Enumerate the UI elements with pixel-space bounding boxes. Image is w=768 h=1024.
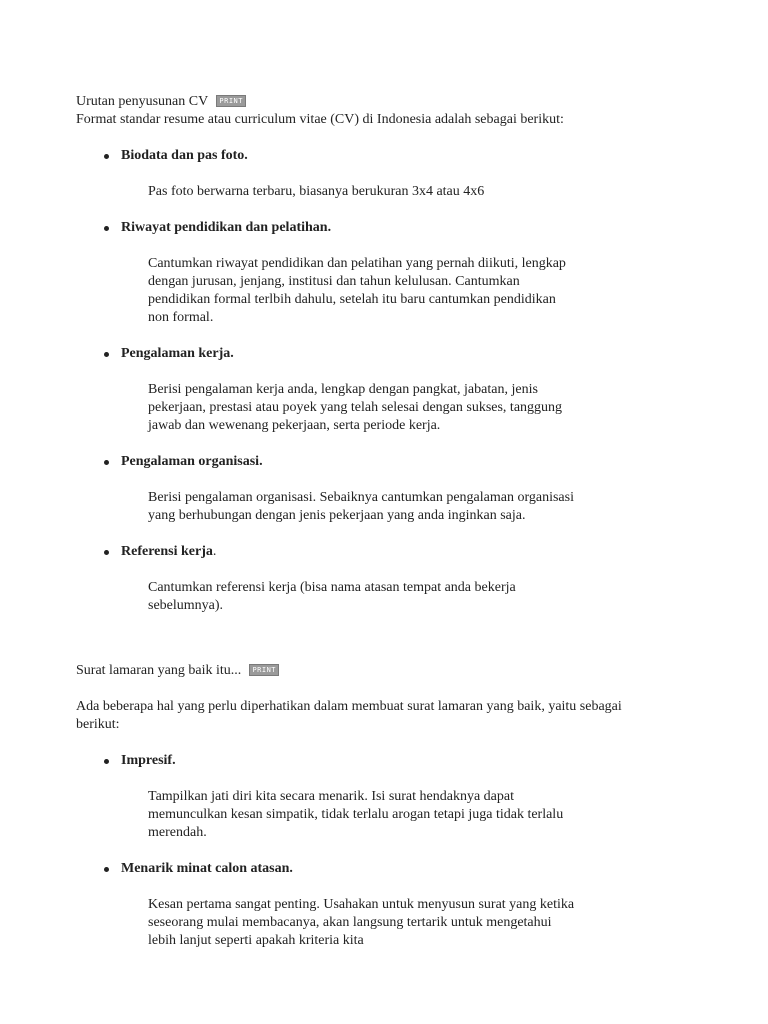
- item-heading: Pengalaman organisasi.: [121, 454, 263, 469]
- item-description: [76, 183, 628, 201]
- document-body: [76, 93, 726, 950]
- item-description: [76, 896, 628, 950]
- description-line: seseorang mulai membacanya, akan langsung tertarik untuk mengetahui: [148, 915, 552, 930]
- description-line: Kesan pertama sangat penting. Usahakan untuk menyusun surat yang ketika: [148, 897, 575, 912]
- item-heading: Impresif.: [121, 753, 176, 768]
- intro-line: Ada beberapa hal yang perlu diperhatikan dalam membuat surat lamaran yang baik, yaitu sebagai: [76, 699, 622, 714]
- bullet-icon: [104, 154, 109, 159]
- description-line: Cantumkan referensi kerja (bisa nama atasan tempat anda bekerja: [148, 580, 516, 595]
- description-line: jawab dan wewenang pekerjaan, serta periode kerja.: [148, 418, 441, 433]
- item-heading: Pengalaman kerja.: [121, 346, 234, 361]
- item-heading-tail: .: [212, 544, 217, 559]
- item-description: [76, 489, 628, 525]
- list-item: [76, 752, 726, 842]
- list-item: [76, 543, 726, 615]
- item-heading: Biodata dan pas foto.: [121, 148, 248, 163]
- description-line: memunculkan kesan simpatik, tidak terlalu arogan tetapi juga tidak terlalu: [148, 807, 564, 822]
- item-heading: Referensi kerja: [121, 544, 213, 559]
- item-description: [76, 788, 628, 842]
- bullet-icon: [104, 226, 109, 231]
- print-icon[interactable]: PRINT: [216, 95, 246, 107]
- list-item: [76, 453, 726, 525]
- item-description: [76, 381, 628, 435]
- description-line: Cantumkan riwayat pendidikan dan pelatihan yang pernah diikuti, lengkap: [148, 256, 566, 271]
- description-line: lebih lanjut seperti apakah kriteria kita: [148, 933, 364, 948]
- section-cv-intro: Format standar resume atau curriculum vitae (CV) di Indonesia adalah sebagai berikut:: [76, 112, 564, 127]
- section-letter-intro: [76, 698, 726, 734]
- bullet-icon: [104, 352, 109, 357]
- description-line: yang berhubungan dengan jenis pekerjaan yang anda inginkan saja.: [148, 508, 526, 523]
- description-line: non formal.: [148, 310, 214, 325]
- list-item: [76, 345, 726, 435]
- intro-line: berikut:: [76, 717, 120, 732]
- bullet-icon: [104, 759, 109, 764]
- bullet-icon: [104, 867, 109, 872]
- description-line: Tampilkan jati diri kita secara menarik. Isi surat hendaknya dapat: [148, 789, 514, 804]
- list-item: [76, 147, 726, 201]
- description-line: dengan jurusan, jenjang, institusi dan tahun kelulusan. Cantumkan: [148, 274, 520, 289]
- description-line: pendidikan formal terlbih dahulu, setelah itu baru cantumkan pendidikan: [148, 292, 556, 307]
- print-icon[interactable]: PRINT: [249, 664, 279, 676]
- bullet-icon: [104, 460, 109, 465]
- bullet-icon: [104, 550, 109, 555]
- section-cv-title: Urutan penyusunan CV: [76, 94, 209, 109]
- item-heading: Riwayat pendidikan dan pelatihan.: [121, 220, 332, 235]
- description-line: sebelumnya).: [148, 598, 224, 613]
- description-line: Berisi pengalaman kerja anda, lengkap dengan pangkat, jabatan, jenis: [148, 382, 538, 397]
- description-line: Pas foto berwarna terbaru, biasanya berukuran 3x4 atau 4x6: [148, 184, 485, 199]
- list-item: [76, 860, 726, 950]
- item-heading: Menarik minat calon atasan.: [121, 861, 293, 876]
- section-letter-title-row: [76, 662, 726, 680]
- section-letter-title: Surat lamaran yang baik itu...: [76, 663, 242, 678]
- list-item: [76, 219, 726, 327]
- section-cv-title-row: [76, 93, 726, 111]
- description-line: Berisi pengalaman organisasi. Sebaiknya cantumkan pengalaman organisasi: [148, 490, 574, 505]
- item-description: [76, 255, 628, 327]
- item-description: [76, 579, 628, 615]
- description-line: merendah.: [148, 825, 207, 840]
- description-line: pekerjaan, prestasi atau poyek yang telah selesai dengan sukses, tanggung: [148, 400, 563, 415]
